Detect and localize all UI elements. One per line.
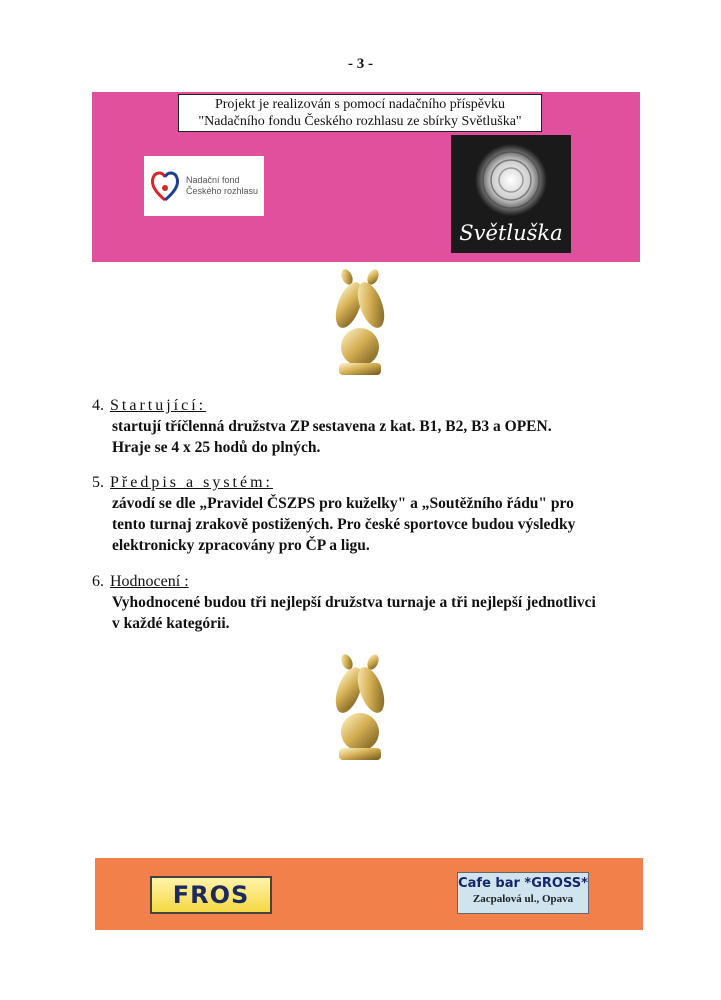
cafe-address: Zacpalová ul., Opava [472, 893, 574, 905]
sponsor-banner [92, 92, 640, 262]
section-line: Hraje se 4 x 25 hodů do plných. [112, 439, 321, 456]
fund-logo-line-2: Českého rozhlasu [186, 186, 259, 196]
heart-logo-icon [150, 169, 180, 203]
fund-logo [144, 156, 264, 216]
bowling-trophy-icon [325, 650, 395, 765]
page-number: - 3 - [348, 56, 373, 72]
section-line: Vyhodnocené budou tři nejlepší družstva turnaje a tři nejlepší jednotlivci [112, 594, 596, 611]
section-number: 6. [92, 573, 104, 590]
section-line: v každé kategórii. [112, 615, 230, 632]
section-title: Startující: [110, 397, 207, 414]
sponsor-footer [95, 858, 643, 930]
fund-logo-line-1: Nadační fond [186, 175, 240, 185]
svetluska-logo [451, 135, 571, 253]
section-line: elektronicky zpracovány pro ČP a ligu. [112, 537, 370, 554]
cafe-name: Cafe bar *GROSS* [458, 876, 588, 891]
section-hodnoceni [92, 572, 652, 634]
section-startujici [92, 396, 652, 458]
cafe-gross-logo [457, 872, 589, 914]
section-predpis [92, 473, 652, 556]
banner-caption-line-1: Projekt je realizován s pomocí nadačního příspěvku [214, 97, 506, 112]
svetluska-logo-text: Světluška [459, 221, 563, 245]
section-line: závodí se dle „Pravidel ČSZPS pro kuželky" a „Soutěžního řádu" pro [112, 495, 574, 512]
banner-caption [178, 94, 542, 132]
section-number: 5. [92, 474, 104, 491]
section-line: tento turnaj zrakově postižených. Pro české sportovce budou výsledky [112, 516, 576, 533]
section-title: Předpis a systém: [110, 474, 273, 491]
banner-caption-line-2: "Nadačního fondu Českého rozhlasu ze sbírky Světluška" [198, 114, 522, 129]
firefly-glow-icon [451, 135, 571, 225]
section-title: Hodnocení : [110, 573, 189, 590]
section-number: 4. [92, 397, 104, 414]
bowling-trophy-icon [325, 265, 395, 380]
fros-logo: FROS [150, 876, 272, 914]
section-line: startují tříčlenná družstva ZP sestavena z kat. B1, B2, B3 a OPEN. [112, 418, 552, 435]
